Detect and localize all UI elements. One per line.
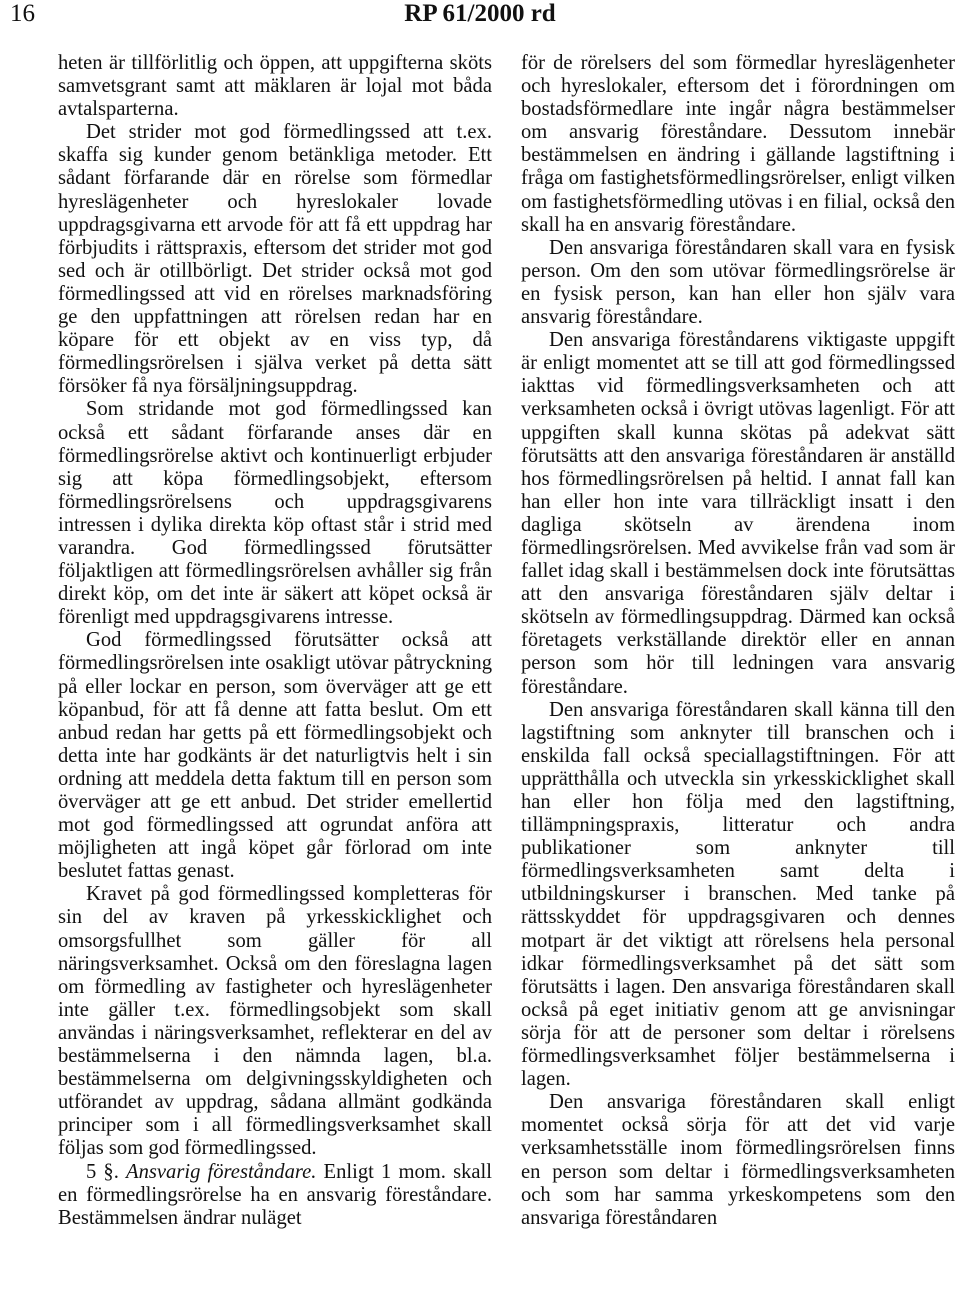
section-text: Enligt 1 mom. skall en förmedlingsrörelse ha en ansvarig föreståndare. Bestämmelsen ändrar nuläget <box>58 1160 492 1229</box>
section-paragraph <box>58 1161 492 1230</box>
paragraph: för de rörelsers del som förmedlar hyreslägenheter och hyreslokaler, eftersom det i förordningen om bostadsförmedlare inte ingår några bestämmelser om ansvarig föreståndare. Dessutom innebär bestämmelsen en ändring i gällande lagstiftning i fråga om fastighetsförmedlingsrörelser, enligt vilken om fastighetsförmedling utövas i en filial, också den skall ha en ansvarig föreståndare. <box>521 52 955 236</box>
section-title: Ansvarig föreståndare. <box>126 1160 317 1183</box>
section-number: 5 §. <box>86 1160 119 1183</box>
paragraph: Som stridande mot god förmedlingssed kan också ett sådant förfarande anses där en förmedlingsrörelse aktivt och kontinuerligt erbjuder sig att köpa förmedlingsobjekt, eftersom förmedlingsrörelsens och uppdragsgivarens intressen i dylika direkta köp oftast står i strid med varandra. God förmedlingssed förutsätter följaktligen att förmedlingsrörelsen avhåller sig från direkt köp, om det inte är säkert att köpet också är förenligt med uppdragsgivarens intresse. <box>58 398 492 629</box>
paragraph: Kravet på god förmedlingssed kompletteras för sin del av kraven på yrkesskicklighet och omsorgsfullhet som gäller för all näringsverksamhet. Också om den föreslagna lagen om förmedling av fastigheter och hyreslägenheter inte gäller t.ex. förmedlingsobjekt som skall användas i näringsverksamhet, reflekterar en del av bestämmelserna i den nämnda lagen, bl.a. bestämmelserna om delgivningsskyldigheten och utförandet av uppdrag, sådana allmänt godkända principer som i all förmedlingsverksamhet skall följas som god förmedlingssed. <box>58 883 492 1160</box>
paragraph: God förmedlingssed förutsätter också att förmedlingsrörelsen inte osakligt utövar påtryckning på eller lockar en person, som överväger att ge ett köpanbud, för att få denne att fatta beslut. Om ett anbud redan har getts på ett förmedlingsobjekt och detta inte har godkänts är det naturligtvis helt i sin ordning att meddela detta faktum till en person som överväger att ge ett anbud. Det strider emellertid mot god förmedlingssed att ogrundat anföra att möjligheten att ingå köpet går förlorad om inte beslutet fattas genast. <box>58 629 492 883</box>
paragraph: Den ansvariga föreståndaren skall enligt momentet också sörja för att det vid varje verksamhetsställe inom förmedlingsrörelsen finns en person som deltar i förmedlingsverksamheten och som har samma yrkeskompetens som den ansvariga föreståndaren <box>521 1091 955 1229</box>
paragraph: Den ansvariga föreståndaren skall känna till den lagstiftning som anknyter till branschen och i enskilda fall också speciallagstiftningen. För att upprätthålla och utveckla sin yrkesskicklighet skall han eller hon följa med den lagstiftning, tillämpningspraxis, litteratur och andra publikationer som anknyter till förmedlingsverksamheten samt delta i utbildningskurser i branschen. Med tanke på rättsskyddet för uppdragsgivaren och dennes motpart är det viktigt att rörelsens hela personal idkar förmedlingsverksamhet på det sätt som förutsätts i lagen. Den ansvariga föreståndaren skall också på eget initiativ genom att ge anvisningar sörja för att de personer som deltar i rörelsens förmedlingsverksamhet följer bestämmelserna i lagen. <box>521 698 955 1091</box>
paragraph: Den ansvariga föreståndarens viktigaste uppgift är enligt momentet att se till att god förmedlingssed iakttas vid förmedlingsverksamheten och att verksamheten också i övrigt utövas lagenligt. För att uppgiften skall kunna skötas på adekvat sätt förutsätts att den ansvariga föreståndaren är anställd hos förmedlingsrörelsen på heltid. I annat fall kan han eller hon inte vara tillräckligt insatt i den dagliga skötseln av ärendena inom förmedlingsrörelsen. Med avvikelse från vad som är fallet idag skall i bestämmelsen dock inte förutsättas att den ansvariga föreståndaren själv deltar i skötseln av förmedlingsuppdrag. Därmed kan också företagets verkställande direktör eller en annan person som hör till ledningen vara ansvarig föreståndare. <box>521 329 955 698</box>
paragraph: Den ansvariga föreståndaren skall vara en fysisk person. Om den som utövar förmedlingsrörelse är en fysisk person, kan han eller hon själv vara ansvarig föreståndare. <box>521 236 955 329</box>
paragraph: Det strider mot god förmedlingssed att t.ex. skaffa sig kunder genom betänkliga metoder. Ett sådant förfarande där en rörelse som förmedlar hyreslägenheter och hyreslokaler lovade uppdragsgivarna ett arvode för att få ett uppdrag har förbjudits i rättspraxis, eftersom det strider mot god sed och är otillbörligt. Det strider också mot god förmedlingssed att vid en rörelses marknadsföring ge den uppfattningen att rörelsen redan har en köpare för ett objekt av en viss typ, då förmedlingsrörelsen i själva verket på detta sätt försöker få nya försäljningsuppdrag. <box>58 121 492 398</box>
paragraph: heten är tillförlitlig och öppen, att uppgifterna sköts samvetsgrant samt att mäklaren är lojal mot båda avtalsparterna. <box>58 52 492 121</box>
right-column <box>521 52 955 1230</box>
running-head: RP 61/2000 rd <box>404 0 556 27</box>
page-number: 16 <box>10 0 35 27</box>
left-column <box>58 52 492 1230</box>
